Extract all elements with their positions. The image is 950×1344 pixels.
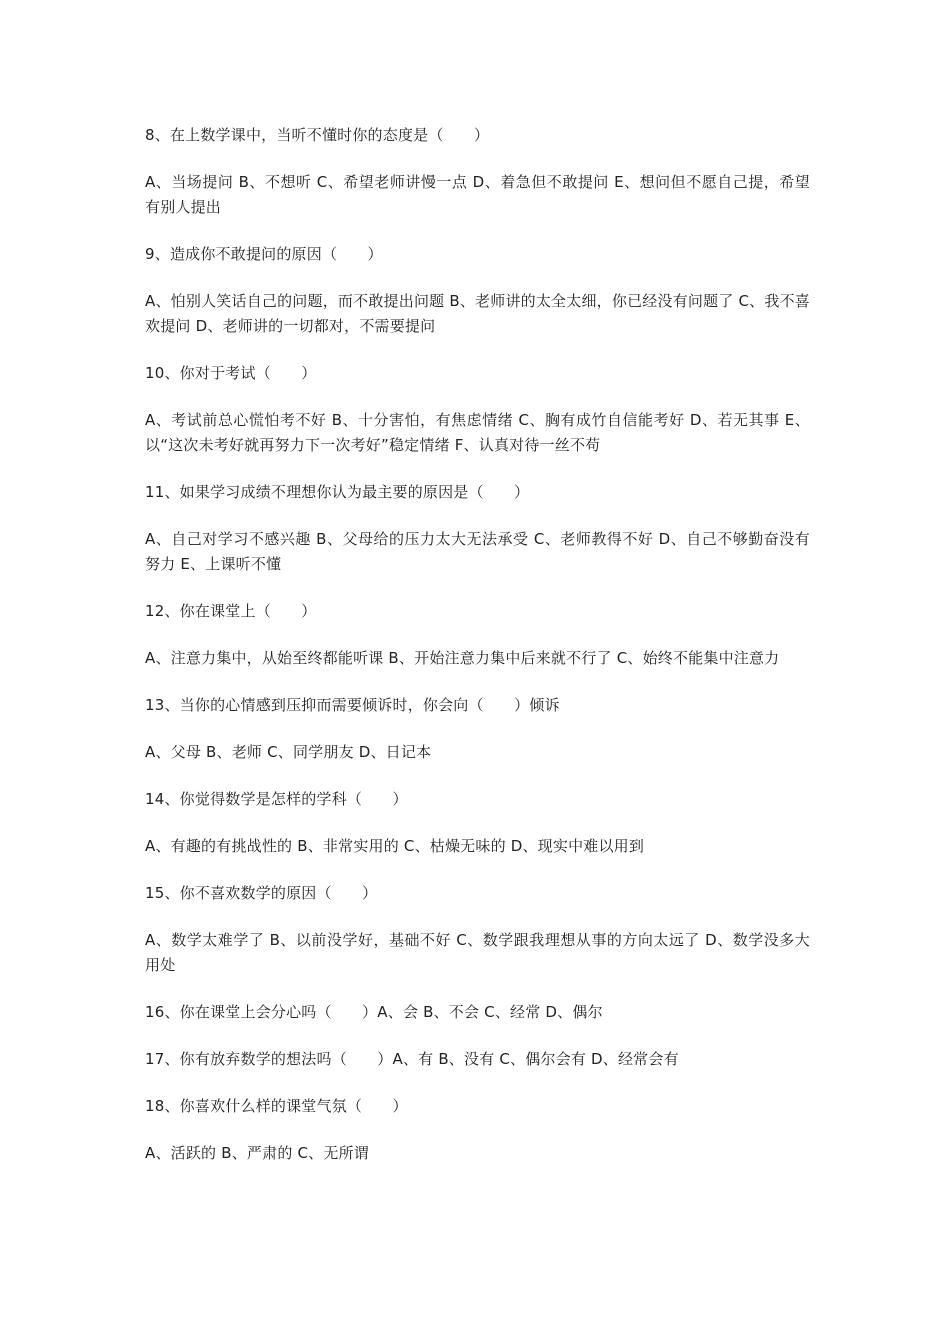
question-12: 12、你在课堂上（ ）: [145, 602, 317, 620]
question-14: 14、你觉得数学是怎样的学科（ ）: [145, 790, 408, 808]
question-17: 17、你有放弃数学的想法吗（ ）A、有 B、没有 C、偶尔会有 D、经常会有: [145, 1050, 679, 1068]
question-18: 18、你喜欢什么样的课堂气氛（ ）: [145, 1097, 408, 1115]
question-8: 8、在上数学课中，当听不懂时你的态度是（ ）: [145, 126, 490, 144]
question-13: 13、当你的心情感到压抑而需要倾诉时，你会向（ ）倾诉: [145, 696, 560, 714]
question-16: 16、你在课堂上会分心吗（ ）A、会 B、不会 C、经常 D、偶尔: [145, 1003, 603, 1021]
options-12: A、注意力集中，从始至终都能听课 B、开始注意力集中后来就不行了 C、始终不能集中注意力: [145, 649, 780, 667]
options-11: A、自己对学习不感兴趣 B、父母给的压力太大无法承受 C、老师教得不好 D、自己不够勤奋没有努力 E、上课听不懂: [145, 530, 810, 573]
options-13: A、父母 B、老师 C、同学朋友 D、日记本: [145, 743, 432, 761]
options-10: A、考试前总心慌怕考不好 B、十分害怕，有焦虑情绪 C、胸有成竹自信能考好 D、若无其事 E、以“这次未考好就再努力下一次考好”稳定情绪 F、认真对待一丝不苟: [145, 411, 810, 454]
question-10: 10、你对于考试（ ）: [145, 364, 317, 382]
document-body: [145, 123, 810, 1188]
options-9: A、怕别人笑话自己的问题，而不敢提出问题 B、老师讲的太全太细，你已经没有问题了 C、我不喜欢提问 D、老师讲的一切都对，不需要提问: [145, 292, 810, 335]
options-8: A、当场提问 B、不想听 C、希望老师讲慢一点 D、着急但不敢提问 E、想问但不愿自己提，希望有别人提出: [145, 173, 810, 216]
question-11: 11、如果学习成绩不理想你认为最主要的原因是（ ）: [145, 483, 530, 501]
question-9: 9、造成你不敢提问的原因（ ）: [145, 245, 383, 263]
options-14: A、有趣的有挑战性的 B、非常实用的 C、枯燥无味的 D、现实中难以用到: [145, 837, 645, 855]
options-18: A、活跃的 B、严肃的 C、无所谓: [145, 1144, 369, 1162]
options-15: A、数学太难学了 B、以前没学好，基础不好 C、数学跟我理想从事的方向太远了 D、数学没多大用处: [145, 931, 810, 974]
question-15: 15、你不喜欢数学的原因（ ）: [145, 884, 378, 902]
